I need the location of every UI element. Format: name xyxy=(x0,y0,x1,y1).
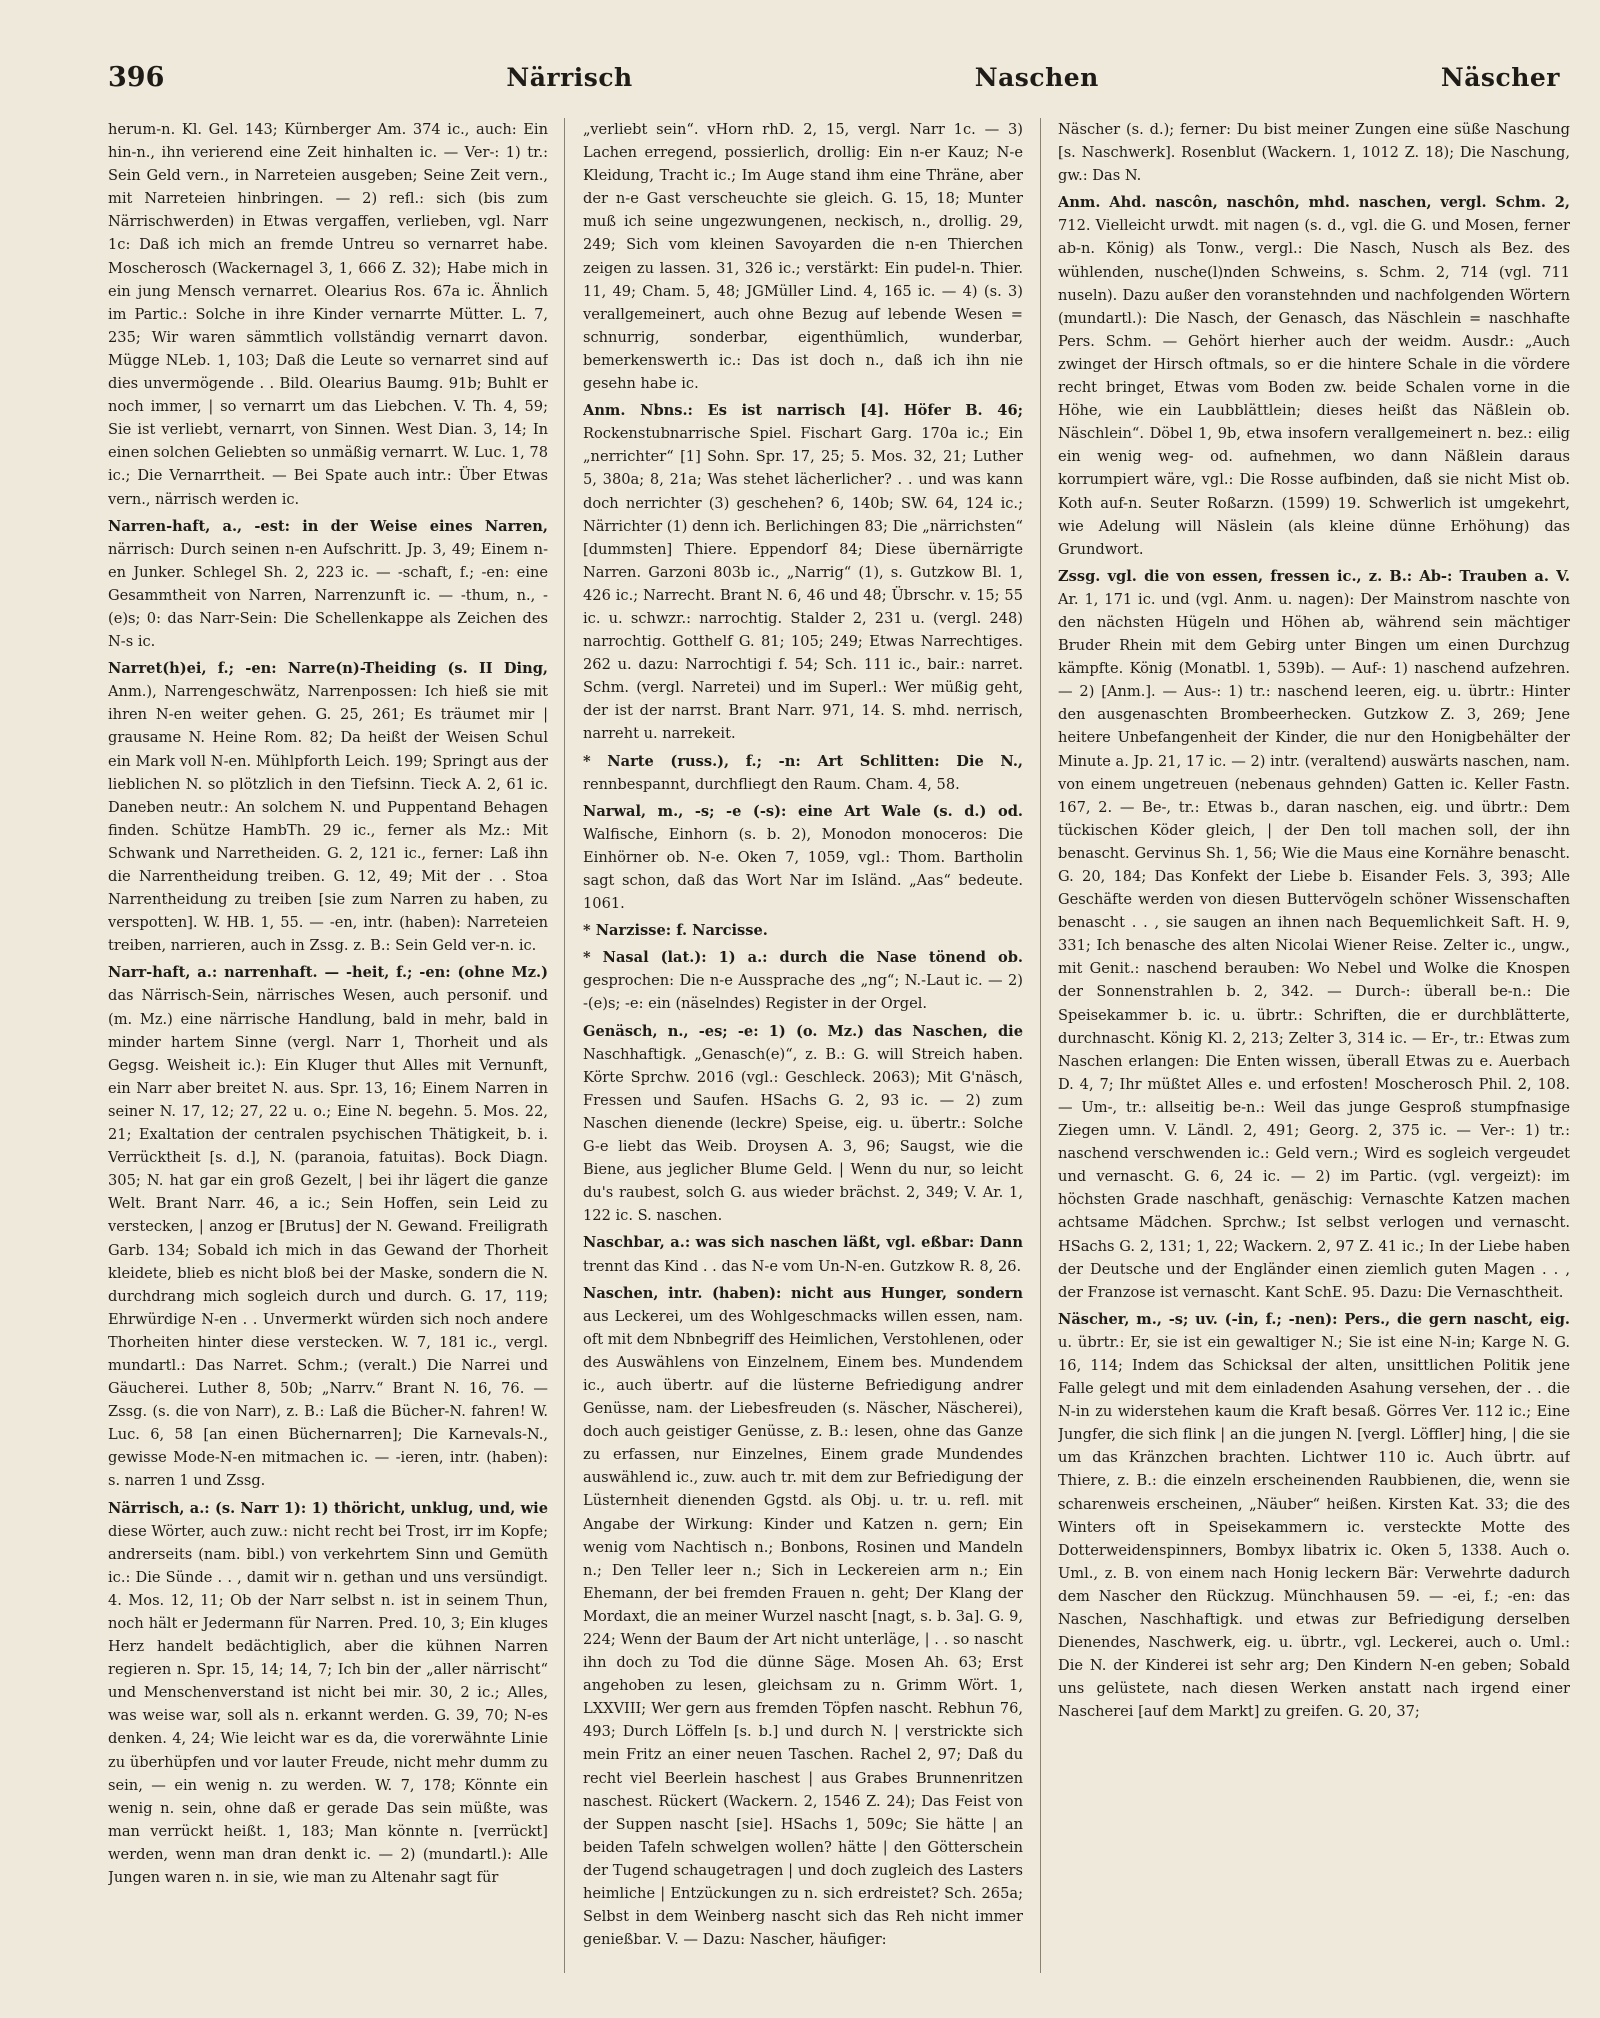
column-divider xyxy=(1040,118,1041,1973)
dictionary-entry: * Nasal (lat.): 1) a.: durch die Nase tönend ob. gesprochen: Die n-e Aussprache des „ng“; N.-Laut ic. — 2) -(e)s; -e: ein (näselndes) Register in der Orgel. xyxy=(583,949,1023,1013)
dictionary-entry: Narwal, m., -s; -e (-s): eine Art Wale (s. d.) od. Walfische, Einhorn (s. b. 2), Monodon monoceros: Die Einhörner ob. N-e. Oken 7, 1059, vgl.: Thom. Bartholin sagt schon, daß das Wort Nar im Isländ. „Aas“ bedeute. 1061. xyxy=(583,802,1023,913)
dictionary-entry: Genäsch, n., -es; -e: 1) (o. Mz.) das Naschen, die Naschhaftigk. „Genasch(e)“, z. B.: G. will Streich haben. Körte Sprchw. 2016 (vgl.: Geschleck. 2063); Mit G'näsch, Fressen und Saufen. HSachs G. 2, 93 ic. — 2) zum Naschen dienende (leckre) Speise, eig. u. übertr.: Solche G-e liebt das Weib. Droysen A. 3, 96; Saugst, wie die Biene, aus jeglicher Blume Geld. | Wenn du nur, so leicht du's raubest, solch G. aus wieder brächst. 2, 349; V. Ar. 1, 122 ic. S. naschen. xyxy=(583,1022,1023,1225)
right-running-head: Näscher xyxy=(1440,63,1560,92)
dictionary-entry: „verliebt sein“. vHorn rhD. 2, 15, vergl. Narr 1c. — 3) Lachen erregend, possierlich, drollig: Ein n-er Kauz; N-e Kleidung, Tracht ic.; Im Auge stand ihm eine Thräne, aber der n-e Gast verscheuchte sie gleich. G. 15, 18; Munter muß ich seine ungezwungenen, neckisch, n., drollig. 29, 249; Sich vom kleinen Savoyarden die n-en Thierchen zeigen zu lassen. 31, 326 ic.; verstärkt: Ein pudel-n. Thier. 11, 49; Cham. 5, 48; JGMüller Lind. 4, 165 ic. — 4) (s. 3) verallgemeinert, auch ohne Bezug auf lebende Wesen = schnurrig, sonderbar, eigenthümlich, wunderbar, bemerkenswerth ic.: Das ist doch n., daß ich ihn nie gesehn habe ic. xyxy=(583,121,1023,393)
dictionary-entry: Anm. Ahd. nascôn, naschôn, mhd. naschen, vergl. Schm. 2, 712. Vielleicht urwdt. mit nagen (s. d., vgl. die G. und Mosen, ferner ab-n. König) als Tonw., vergl.: Die Nasch, Nusch als Bez. des wühlenden, nusche(l)nden Schweins, s. Schm. 2, 714 (vgl. 711 nuseln). Dazu außer den voranstehnden und nachfolgenden Wörtern (mundartl.): Die Nasch, der Genasch, das Näschlein = naschhafte Pers. Schm. — Gehört hierher auch der weidm. Ausdr.: „Auch zwinget der Hirsch oftmals, so er die hintere Schale in die vördere recht bringet, Etwas vom Boden zw. beide Schalen vorne in die Höhe, wie ein Laubblättlein; dieses heißt das Näßlein ob. Näschlein“. Döbel 1, 9b, etwa insofern verallgemeinert n. bez.: eilig ein wenig weg- od. aufnehmen, wo dann Näßlein daraus korrumpiert wäre, vgl.: Die Rosse aufbinden, daß sie nicht Mist ob. Koth auf-n. Seuter Roßarzn. (1599) 19. Schwerlich ist umgekehrt, wie Adelung will Näslein (als kleine dünne Erhöhung) das Grundwort. xyxy=(1058,194,1570,558)
dictionary-entry: Näscher (s. d.); ferner: Du bist meiner Zungen eine süße Naschung [s. Naschwerk]. Rosenblut (Wackern. 1, 1012 Z. 18); Die Naschung, gw.: Das N. xyxy=(1058,121,1570,185)
column-divider xyxy=(564,118,565,1973)
dictionary-entry: Näscher, m., -s; uv. (-in, f.; -nen): Pers., die gern nascht, eig. u. übrtr.: Er, sie ist ein gewaltiger N.; Sie ist eine N-in; Karge N. G. 16, 114; Indem das Schicksal der alten, unsittlichen Politik jene Falle gelegt und mit dem einladenden Asahung versehen, der . . die N-in zu widerstehen kaum die Kraft besaß. Görres Ver. 112 ic.; Eine Jungfer, die sich flink | an die jungen N. [vergl. Löffler] hing, | die sie um das Kränzchen brachten. Lichtwer 110 ic. Auch übrtr. auf Thiere, z. B.: die einzeln erscheinenden Raubbienen, die, wenn sie scharenweis erscheinen, „Näuber“ heißen. Kirsten Kat. 33; die des Winters oft in Speisekammern ic. versteckte Motte des Dotterweidenspinners, Bombyx libatrix ic. Oken 5, 1338. Auch o. Uml., z. B. von einem nach Honig leckern Bär: Verwehrte dadurch dem Nascher den Rückzug. Münchhausen 59. — -ei, f.; -en: das Naschen, Naschhaftigk. und etwas zur Befriedigung derselben Dienendes, Naschwerk, eig. u. übrtr., vgl. Leckerei, auch o. Uml.: Die N. der Kinderei ist sehr arg; Den Kindern N-en geben; Sobald uns gelüstete, nach diesen Werken anstatt nach irgend einer Nascherei [auf dem Markt] zu greifen. G. 20, 37; xyxy=(1058,1310,1570,1721)
dictionary-entry: Naschbar, a.: was sich naschen läßt, vgl. eßbar: Dann trennt das Kind . . das N-e vom Un-N-en. Gutzkow R. 8, 26. xyxy=(583,1234,1023,1275)
page-number: 396 xyxy=(108,62,165,93)
dictionary-entry: Naschen, intr. (haben): nicht aus Hunger, sondern aus Leckerei, um des Wohlgeschmacks willen essen, nam. oft mit dem Nbnbegriff des Heimlichen, Verstohlenen, oder des Auswählens von Einzelnem, Einem bes. Mundendem ic., auch übertr. auf die lüsterne Befriedigung andrer Genüsse, nam. der Liebesfreuden (s. Näscher, Näscherei), doch auch geistiger Genüsse, z. B.: lesen, ohne das Ganze zu erfassen, nur Einzelnes, Einem grade Mundendes auswählend ic., zuw. auch tr. mit dem zur Befriedigung der Lüsternheit dienenden Ggstd. als Obj. u. tr. u. refl. mit Angabe der Wirkung: Kinder und Katzen n. gern; Ein wenig vom Nachtisch n.; Bonbons, Rosinen und Mandeln n.; Den Teller leer n.; Sich in Leckereien arm n.; Ein Ehemann, der bei fremden Frauen n. geht; Der Klang der Mordaxt, die an meiner Wurzel nascht [nagt, s. b. 3a]. G. 9, 224; Wenn der Baum der Art nicht unterläge, | . . so nascht ihn doch zu Tod die dünne Säge. Mosen Ah. 63; Erst angehoben zu lesen, gleichsam zu n. Grimm Wört. 1, LXXVIII; Wer gern aus fremden Töpfen nascht. Rebhun 76, 493; Durch Löffeln [s. b.] und durch N. | verstrickte sich mein Fritz an einer neuen Taschen. Rachel 2, 97; Daß du recht viel Beerlein haschest | aus Grabes Brunnenritzen naschest. Rückert (Wackern. 2, 1546 Z. 24); Das Feist von der Suppen nascht [sie]. HSachs 1, 509c; Sie hätte | an beiden Tafeln schwelgen wollen? hätte | den Götterschein der Tugend schaugetragen | und doch zugleich des Lasters heimliche | Entzückungen zu n. sich erdreistet? Sch. 265a; Selbst in dem Weinberg nascht sich das Reh nicht immer genießbar. V. — Dazu: Nascher, häufiger: xyxy=(583,1284,1023,1949)
dictionary-entry: Narr-haft, a.: narrenhaft. — -heit, f.; -en: (ohne Mz.) das Närrisch-Sein, närrisches Wesen, auch personif. und (m. Mz.) eine närrische Handlung, bald in mehr, bald in minder hartem Sinne (vergl. Narr 1, Thorheit und als Gegsg. Weisheit ic.): Ein Kluger thut Alles mit Vernunft, ein Narr aber breitet N. aus. Spr. 13, 16; Einem Narren in seiner N. 17, 12; 27, 22 u. o.; Eine N. begehn. 5. Mos. 22, 21; Exaltation der centralen psychischen Thätigkeit, b. i. Verrücktheit [s. d.], N. (paranoia, fatuitas). Bock Diagn. 305; N. hat gar ein groß Gezelt, | bei ihr lägert die ganze Welt. Brant Narr. 46, a ic.; Sein Hoffen, sein Leid zu verstecken, | anzog er [Brutus] der N. Gewand. Freiligrath Garb. 134; Sobald ich mich in das Gewand der Thorheit kleidete, blieb es nicht bloß bei der Maske, sondern die N. durchdrang mich sogleich durch und durch. G. 17, 119; Ehrwürdige N-en . . Unvermerkt würden sich noch andere Thorheiten hinter diese verstecken. W. 7, 181 ic., vergl. mundartl.: Das Narret. Schm.; (veralt.) Die Narrei und Gäucherei. Luther 8, 50b; „Narrv.“ Brant N. 16, 76. — Zssg. (s. die von Narr), z. B.: Laß die Bücher-N. fahren! W. Luc. 6, 58 [an einen Büchernarren]; Die Karnevals-N., gewisse Mode-N-en mitmachen ic. — -ieren, intr. (haben): s. narren 1 und Zssg. xyxy=(108,964,548,1490)
dictionary-entry: herum-n. Kl. Gel. 143; Kürnberger Am. 374 ic., auch: Ein hin-n., ihn verierend eine Zeit hinhalten ic. — Ver-: 1) tr.: Sein Geld vern., in Narreteien ausgeben; Seine Zeit vern., mit Narreteien hinbringen. — 2) refl.: sich (bis zum Närrischwerden) in Etwas vergaffen, verlieben, vgl. Narr 1c: Daß ich mich an fremde Untreu so vernarret habe. Moscherosch (Wackernagel 3, 1, 666 Z. 32); Habe mich in ein jung Mensch vernarret. Olearius Ros. 67a ic. Ähnlich im Partic.: Solche in ihre Kinder vernarrte Mütter. L. 7, 235; Wir waren sämmtlich vollständig vernarrt davon. Mügge NLeb. 1, 103; Daß die Leute so vernarret sind auf dies unvermögende . . Bild. Olearius Baumg. 91b; Buhlt er noch immer, | so vernarrt um das Liebchen. V. Th. 4, 59; Sie ist verliebt, vernarrt, von Sinnen. West Dian. 3, 14; In einen solchen Geliebten so unmäßig vernarrt. W. Luc. 1, 78 ic.; Die Vernarrtheit. — Bei Spate auch intr.: Über Etwas vern., närrisch werden ic. xyxy=(108,121,548,508)
dictionary-entry: Närrisch, a.: (s. Narr 1): 1) thöricht, unklug, und, wie diese Wörter, auch zuw.: nicht recht bei Trost, irr im Kopfe; andrerseits (nam. bibl.) von verkehrtem Sinn und Gemüth ic.: Die Sünde . . , damit wir n. gethan und uns versündigt. 4. Mos. 12, 11; Ob der Narr selbst n. ist in seinem Thun, noch hält er Jedermann für Narren. Pred. 10, 3; Ein kluges Herz handelt bedächtiglich, aber die kühnen Narren regieren n. Spr. 15, 14; 14, 7; Ich bin der „aller närrischt“ und Menschenverstand ist nicht bei mir. 30, 2 ic.; Alles, was weise war, soll als n. erkannt werden. G. 39, 70; N-es denken. 4, 24; Wie leicht war es da, die vorerwähnte Linie zu überhüpfen und vor lauter Freude, nicht mehr dumm zu sein, — ein wenig n. zu werden. W. 7, 178; Könnte ein wenig n. sein, ohne daß er gerade Das sein müßte, was man verrückt heißt. 1, 183; Man könnte n. [verrückt] werden, wenn man dran denkt ic. — 2) (mundartl.): Alle Jungen waren n. in sie, wie man zu Altenahr sagt für xyxy=(108,1499,548,1887)
dictionary-entry: Narret(h)ei, f.; -en: Narre(n)-Theiding (s. II Ding, Anm.), Narrengeschwätz, Narrenpossen: Ich hieß sie mit ihren N-en weiter gehen. G. 25, 261; Es träumet mir | grausame N. Heine Rom. 82; Da heißt der Weisen Schul ein Mark voll N-en. Mühlpforth Leich. 199; Springt aus der lieblichen N. so plötzlich in den Tiefsinn. Tieck A. 2, 61 ic. Daneben neutr.: An solchem N. und Puppentand Behagen finden. Schütze HambTh. 29 ic., ferner als Mz.: Mit Schwank und Narretheiden. G. 2, 121 ic., ferner: Laß ihn die Narrentheidung treiben. G. 12, 49; Mit der . . Stoa Narrentheidung zu treiben [sie zum Narren zu haben, zu verspotten]. W. HB. 1, 55. — -en, intr. (haben): Narreteien treiben, narrieren, auch in Zssg. z. B.: Sein Geld ver-n. ic. xyxy=(108,660,548,955)
left-running-head: Närrisch xyxy=(506,63,633,92)
dictionary-entry: Anm. Nbns.: Es ist narrisch [4]. Höfer B. 46; Rockenstubnarrische Spiel. Fischart Garg. 170a ic.; Ein „nerrichter“ [1] Sohn. Spr. 17, 25; 5. Mos. 32, 21; Luther 5, 380a; 8, 21a; Was stehet lächerlicher? . . und was kann doch nerrichter (3) geschehen? 6, 140b; SW. 64, 124 ic.; Närrichter (1) denn ich. Berlichingen 83; Die „närrichsten“ [dummsten] Thiere. Eppendorf 84; Diese übernärrigte Narren. Garzoni 803b ic., „Narrig“ (1), s. Gutzkow Bl. 1, 426 ic.; Narrecht. Brant N. 6, 46 und 48; Übrschr. v. 15; 55 ic. u. schwzr.: narrochtig. Stalder 2, 231 u. (vergl. 248) narrochtig. Gotthelf G. 81; 105; 249; Etwas Narrechtiges. 262 u. dazu: Narrochtigi f. 54; Sch. 111 ic., bair.: narret. Schm. (vergl. Narretei) und im Superl.: Wer müßig geht, der ist der narrst. Brant Narr. 971, 14. S. mhd. nerrisch, narreht u. narrekeit. xyxy=(583,402,1023,743)
dictionary-entry: * Narte (russ.), f.; -n: Art Schlitten: Die N., rennbespannt, durchfliegt den Raum. Cham. 4, 58. xyxy=(583,752,1023,793)
text-column-1 xyxy=(108,118,548,1978)
text-column-2 xyxy=(583,118,1023,1978)
dictionary-entry: Narren-haft, a., -est: in der Weise eines Narren, närrisch: Durch seinen n-en Aufschritt. Jp. 3, 49; Einem n-en Junker. Schlegel Sh. 2, 223 ic. — -schaft, f.; -en: eine Gesammtheit von Narren, Narrenzunft ic. — -thum, n., -(e)s; 0: das Narr-Sein: Die Schellenkappe als Zeichen des N-s ic. xyxy=(108,517,548,651)
text-column-3 xyxy=(1058,118,1570,1978)
dictionary-entry: Zssg. vgl. die von essen, fressen ic., z. B.: Ab-: Trauben a. V. Ar. 1, 171 ic. und (vgl. Anm. u. nagen): Der Mainstrom naschte von den nächsten Hügeln und Höhen ab, während sein mächtiger Bruder Rhein mit dem Gebirg unter Bingen um einen Durchzug kämpfte. König (Monatbl. 1, 539b). — Auf-: 1) naschend aufzehren. — 2) [Anm.]. — Aus-: 1) tr.: naschend leeren, eig. u. übrtr.: Hinter den ausgenaschten Brombeerhecken. Gutzkow Z. 3, 269; Jene heitere Unbefangenheit der Kinder, die nur den Honigbehälter der Minute a. Jp. 21, 17 ic. — 2) intr. (veraltend) auswärts naschen, nam. von einem ungetreuen (nebenaus gehnden) Gatten ic. Keller Fastn. 167, 2. — Be-, tr.: Etwas b., daran naschen, eig. und übrtr.: Dem tückischen Köder gleich, | der Den toll machen soll, der ihn benascht. Gervinus Sh. 1, 56; Wie die Maus eine Kornähre benascht. G. 20, 184; Das Konfekt der Liebe b. Eisander Fels. 3, 393; Alle Geschäfte werden von diesen Buttervögeln schöner Wissenschaften benascht . . , sie saugen an ihnen nach Bequemlichkeit Saft. H. 9, 331; Ich benasche des alten Nicolai Wiener Reise. Zelter ic., ungw., mit Genit.: naschend berauben: Wo Nebel und Wolke die Knospen der Sonnenstrahlen b. 2, 342. — Durch-: überall be-n.: Die Speisekammer b. ic. u. übrtr.: Schriften, die er durchblätterte, durchnascht. König Kl. 2, 213; Zelter 3, 314 ic. — Er-, tr.: Etwas zum Naschen erlangen: Die Enten wissen, überall Etwas zu e. Auerbach D. 4, 7; Ihr müßtet Alles e. und erfosten! Moscherosch Phil. 2, 108. — Um-, tr.: allseitig be-n.: Weil das junge Gesproß stumpfnasige Ziegen umn. V. Ländl. 2, 491; Georg. 2, 375 ic. — Ver-: 1) tr.: naschend verschwenden ic.: Geld vern.; Wird es sogleich vergeudet und vernascht. G. 6, 24 ic. — 2) im Partic. (vgl. vergeizt): im höchsten Grade naschhaft, genäschig: Vernaschte Katzen machen achtsame Mädchen. Sprchw.; Ist selbst verlogen und vernascht. HSachs G. 2, 131; 1, 22; Wackern. 2, 97 Z. 41 ic.; In der Liebe haben der Deutsche und der Engländer einen ziemlich guten Magen . . , der Franzose ist vernascht. Kant SchE. 95. Dazu: Die Vernaschtheit. xyxy=(1058,567,1570,1301)
dictionary-entry: * Narzisse: f. Narcisse. xyxy=(583,922,768,940)
center-running-head: Naschen xyxy=(974,63,1099,92)
page-header xyxy=(108,62,1560,98)
